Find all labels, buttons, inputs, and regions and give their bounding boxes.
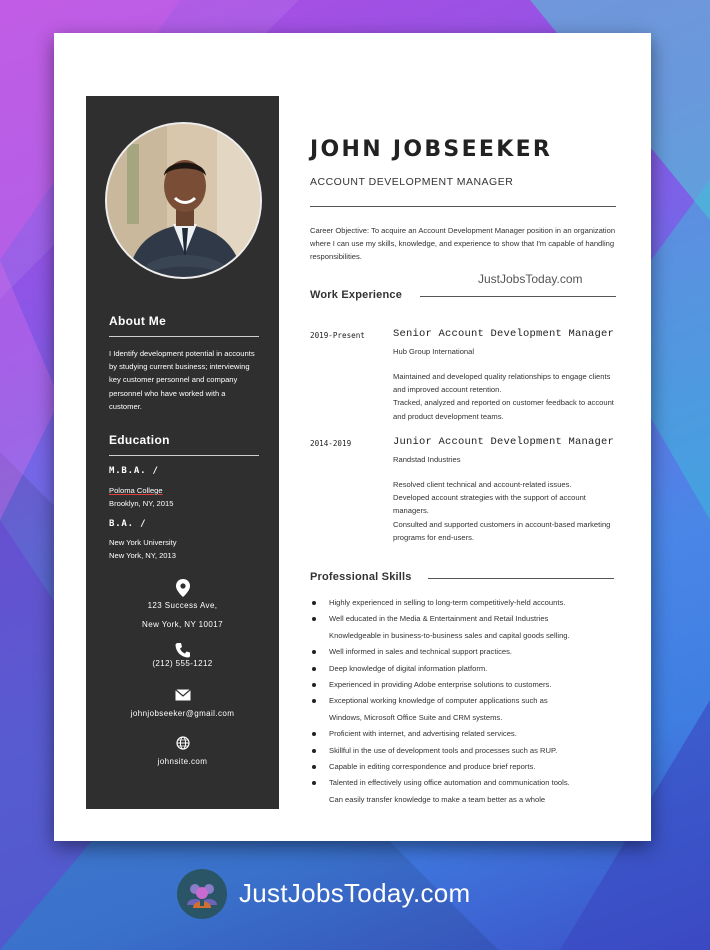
job2-description xyxy=(393,478,623,544)
about-divider xyxy=(109,336,259,337)
website: johnsite.com xyxy=(157,757,208,766)
job2-line: Resolved client technical and account-related issues. xyxy=(393,480,572,489)
address-line2: New York, NY 10017 xyxy=(142,620,223,629)
job1-role: Senior Account Development Manager xyxy=(393,328,615,340)
job2-role: Junior Account Development Manager xyxy=(393,436,615,448)
job1-company: Hub Group International xyxy=(393,347,475,356)
skills-heading: Professional Skills xyxy=(310,571,412,583)
career-objective: Career Objective: To acquire an Account Development Manager position in an organization where I can use my skills, knowledge, and experience to show that I'm capable of handling responsibilities. xyxy=(310,226,616,261)
watermark-text: JustJobsToday.com xyxy=(478,272,583,286)
address-line1: 123 Success Ave, xyxy=(147,601,218,610)
resume-page xyxy=(54,33,651,841)
resume-main xyxy=(310,33,630,841)
degree-mba: M.B.A. / xyxy=(109,466,159,476)
footer-brand[interactable] xyxy=(177,869,537,919)
work-heading: Work Experience xyxy=(310,289,403,301)
work-divider xyxy=(420,296,616,297)
about-heading: About Me xyxy=(109,314,167,328)
email-address: johnjobseeker@gmail.com xyxy=(130,709,235,718)
skill-item: Well informed in sales and technical support practices. xyxy=(310,644,630,660)
skills-list xyxy=(310,595,630,808)
education-divider xyxy=(109,455,259,456)
candidate-title: ACCOUNT DEVELOPMENT MANAGER xyxy=(310,176,514,188)
skill-item: Highly experienced in selling to long-term competitively-held accounts. xyxy=(310,595,630,611)
school-ba: New York University xyxy=(109,538,177,547)
skill-item: Deep knowledge of digital information platform. xyxy=(310,661,630,677)
skill-item: Knowledgeable in business-to-business sales and capital goods selling. xyxy=(329,630,570,640)
phone-number: (212) 555-1212 xyxy=(152,659,213,668)
skill-item: Exceptional working knowledge of computer applications such as xyxy=(310,693,630,709)
job1-line: Tracked, analyzed and reported on customer feedback to account and product development teams. xyxy=(393,398,614,421)
degree-ba: B.A. / xyxy=(109,519,147,529)
school-mba: Poloma College xyxy=(109,486,163,495)
skill-item: Capable in editing correspondence and produce brief reports. xyxy=(310,759,630,775)
resume-sidebar xyxy=(86,96,279,809)
brand-logo-icon xyxy=(177,869,227,919)
location-ba: New York, NY, 2013 xyxy=(109,551,176,560)
job2-line: Developed account strategies with the support of account managers. xyxy=(393,493,586,516)
job1-dates: 2019-Present xyxy=(310,331,365,340)
job2-company: Randstad Industries xyxy=(393,455,461,464)
skill-item: Proficient with internet, and advertising related services. xyxy=(310,726,630,742)
job2-dates: 2014-2019 xyxy=(310,439,352,448)
skill-item: Well educated in the Media & Entertainment and Retail Industries xyxy=(310,611,630,627)
job2-line: Consulted and supported customers in account-based marketing programs for end-users. xyxy=(393,519,611,542)
brand-name: JustJobsToday.com xyxy=(239,878,471,908)
globe-icon xyxy=(86,736,279,755)
job1-line: Maintained and developed quality relationships to engage clients and improved account retention. xyxy=(393,372,611,395)
skill-item: Experienced in providing Adobe enterprise solutions to customers. xyxy=(310,677,630,693)
job1-description xyxy=(393,370,623,423)
candidate-name: JOHN JOBSEEKER xyxy=(310,137,553,162)
education-heading: Education xyxy=(109,433,170,447)
location-mba: Brooklyn, NY, 2015 xyxy=(109,499,174,508)
skill-item: Windows, Microsoft Office Suite and CRM systems. xyxy=(329,712,503,722)
about-text: I Identify development potential in accounts by studying current business; interviewing key customer personnel and company personnel who have worked with a customer. xyxy=(109,349,255,411)
skill-item: Can easily transfer knowledge to make a team better as a whole xyxy=(329,794,546,804)
location-pin-icon xyxy=(86,579,279,602)
skills-divider xyxy=(428,578,614,579)
header-divider xyxy=(310,206,616,207)
profile-photo xyxy=(105,122,262,279)
skill-item: Skillful in the use of development tools and processes such as RUP. xyxy=(310,743,630,759)
envelope-icon xyxy=(86,688,279,706)
skill-item: Talented in effectively using office automation and communication tools. xyxy=(310,775,630,791)
